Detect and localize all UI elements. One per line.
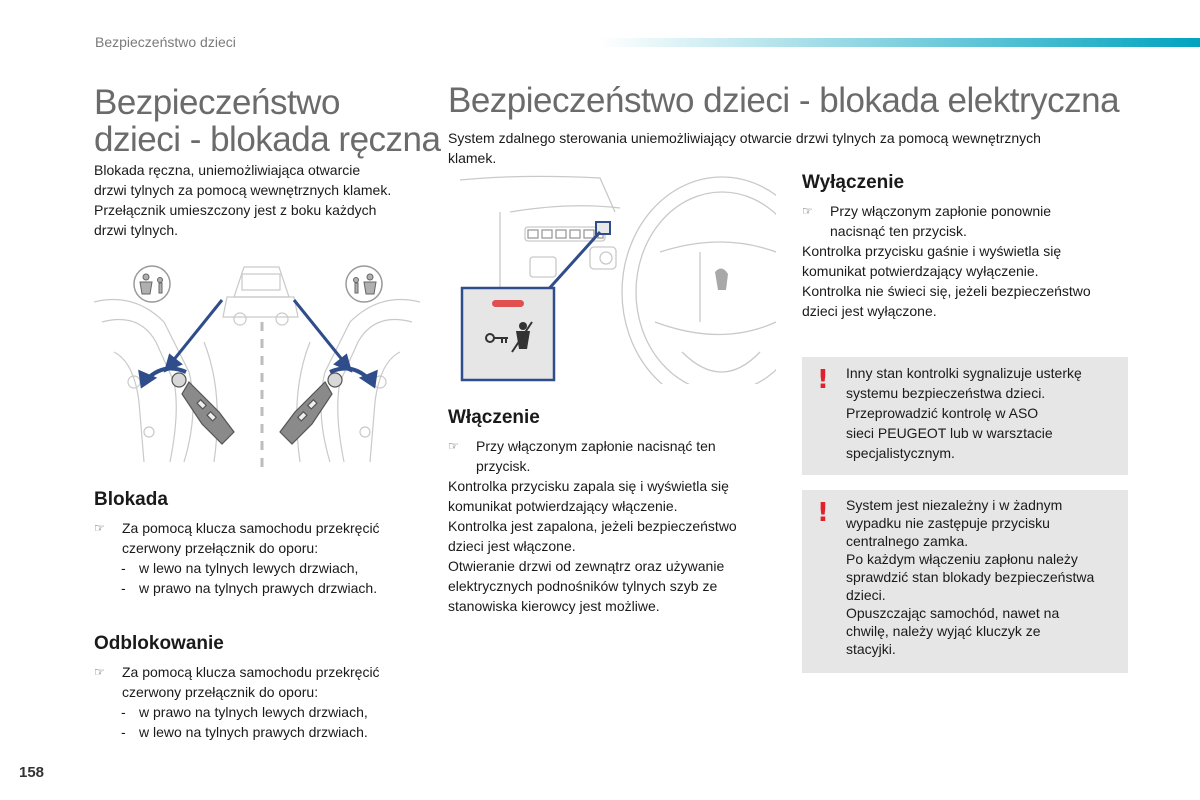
unlock-item: - w prawo na tylnych lewych drzwiach, [121,704,368,720]
lock-item: - w prawo na tylnych prawych drzwiach. [121,580,378,596]
on-bullet: ☞ Przy włączonym zapłonie nacisnąć ten przycisk. [448,438,716,474]
on-instructions: ☞ Przy włączonym zapłonie nacisnąć ten przycisk. Kontrolka przycisku zapala się i wyświetla się komunikat potwierdzający włączenie. Kontrolka jest zapalona, jeżeli bezpieczeństwo dzieci jest włączone. Otwieranie drzwi od zewnątrz oraz używanie elektrycznych podnośników tylnych szyb ze stanowiska kierowcy jest możliwe. [448,436,778,616]
unlock-heading: Odblokowanie [94,633,224,654]
warning-box-independent [802,490,1128,673]
unlock-bullet: ☞ Za pomocą klucza samochodu przekręcić czerwony przełącznik do oporu: [94,664,380,700]
finger-bullet-icon: ☞ [94,665,105,679]
electric-child-lock-illustration [460,172,776,384]
header-accent-bar [600,38,1200,47]
right-title: Bezpieczeństwo dzieci - blokada elektryczna [448,81,1120,120]
unlock-item: - w lewo na tylnych prawych drzwiach. [121,724,368,740]
unlock-instructions [94,662,424,742]
manual-child-lock-illustration [94,262,420,470]
on-heading: Włączenie [448,407,540,428]
lock-bullet: ☞ Za pomocą klucza samochodu przekręcić czerwony przełącznik do oporu: [94,520,380,556]
finger-bullet-icon: ☞ [448,439,459,453]
lock-item: - w lewo na tylnych lewych drzwiach, [121,560,359,576]
finger-bullet-icon: ☞ [94,521,105,535]
page-number: 158 [19,764,45,781]
warning-independent-text: System jest niezależny i w żadnym wypadku nie zastępuje przycisku centralnego zamka. Po każdym włączeniu zapłonu należy sprawdzić stan blokady bezpieczeństwa dzieci. Opuszczając samochód, nawet na chwilę, należy wyjąć kluczyk ze stacyjki. [846,497,1095,657]
exclamation-icon: ! [817,498,829,528]
off-heading: Wyłączenie [802,172,905,193]
right-intro: System zdalnego sterowania uniemożliwiający otwarcie drzwi tylnych za pomocą wewnętrznych klamek. [448,130,1041,166]
left-intro: Blokada ręczna, uniemożliwiająca otwarcie drzwi tylnych za pomocą wewnętrznych klamek. Przełącznik umieszczony jest z boku każdych drzwi tylnych. [94,162,392,238]
off-instructions: ☞ Przy włączonym zapłonie ponownie nacisnąć ten przycisk. Kontrolka przycisku gaśnie i wyświetla się komunikat potwierdzający wyłączenie. Kontrolka nie świeci się, jeżeli bezpieczeństwo dzieci jest wyłączone. [802,201,1142,321]
finger-bullet-icon: ☞ [802,204,813,218]
off-bullet: ☞ Przy włączonym zapłonie ponownie nacisnąć ten przycisk. [802,203,1051,239]
left-title: Bezpieczeństwo dzieci - blokada ręczna [94,83,441,159]
exclamation-icon: ! [817,365,829,395]
warning-fault-text: Inny stan kontrolki sygnalizuje usterkę systemu bezpieczeństwa dzieci. Przeprowadzić kontrolę w ASO sieci PEUGEOT lub w warsztacie specjalistycznym. [846,365,1082,461]
running-head: Bezpieczeństwo dzieci [95,34,236,50]
warning-box-fault [802,357,1128,475]
lock-heading: Blokada [94,489,168,510]
lock-instructions [94,518,424,598]
